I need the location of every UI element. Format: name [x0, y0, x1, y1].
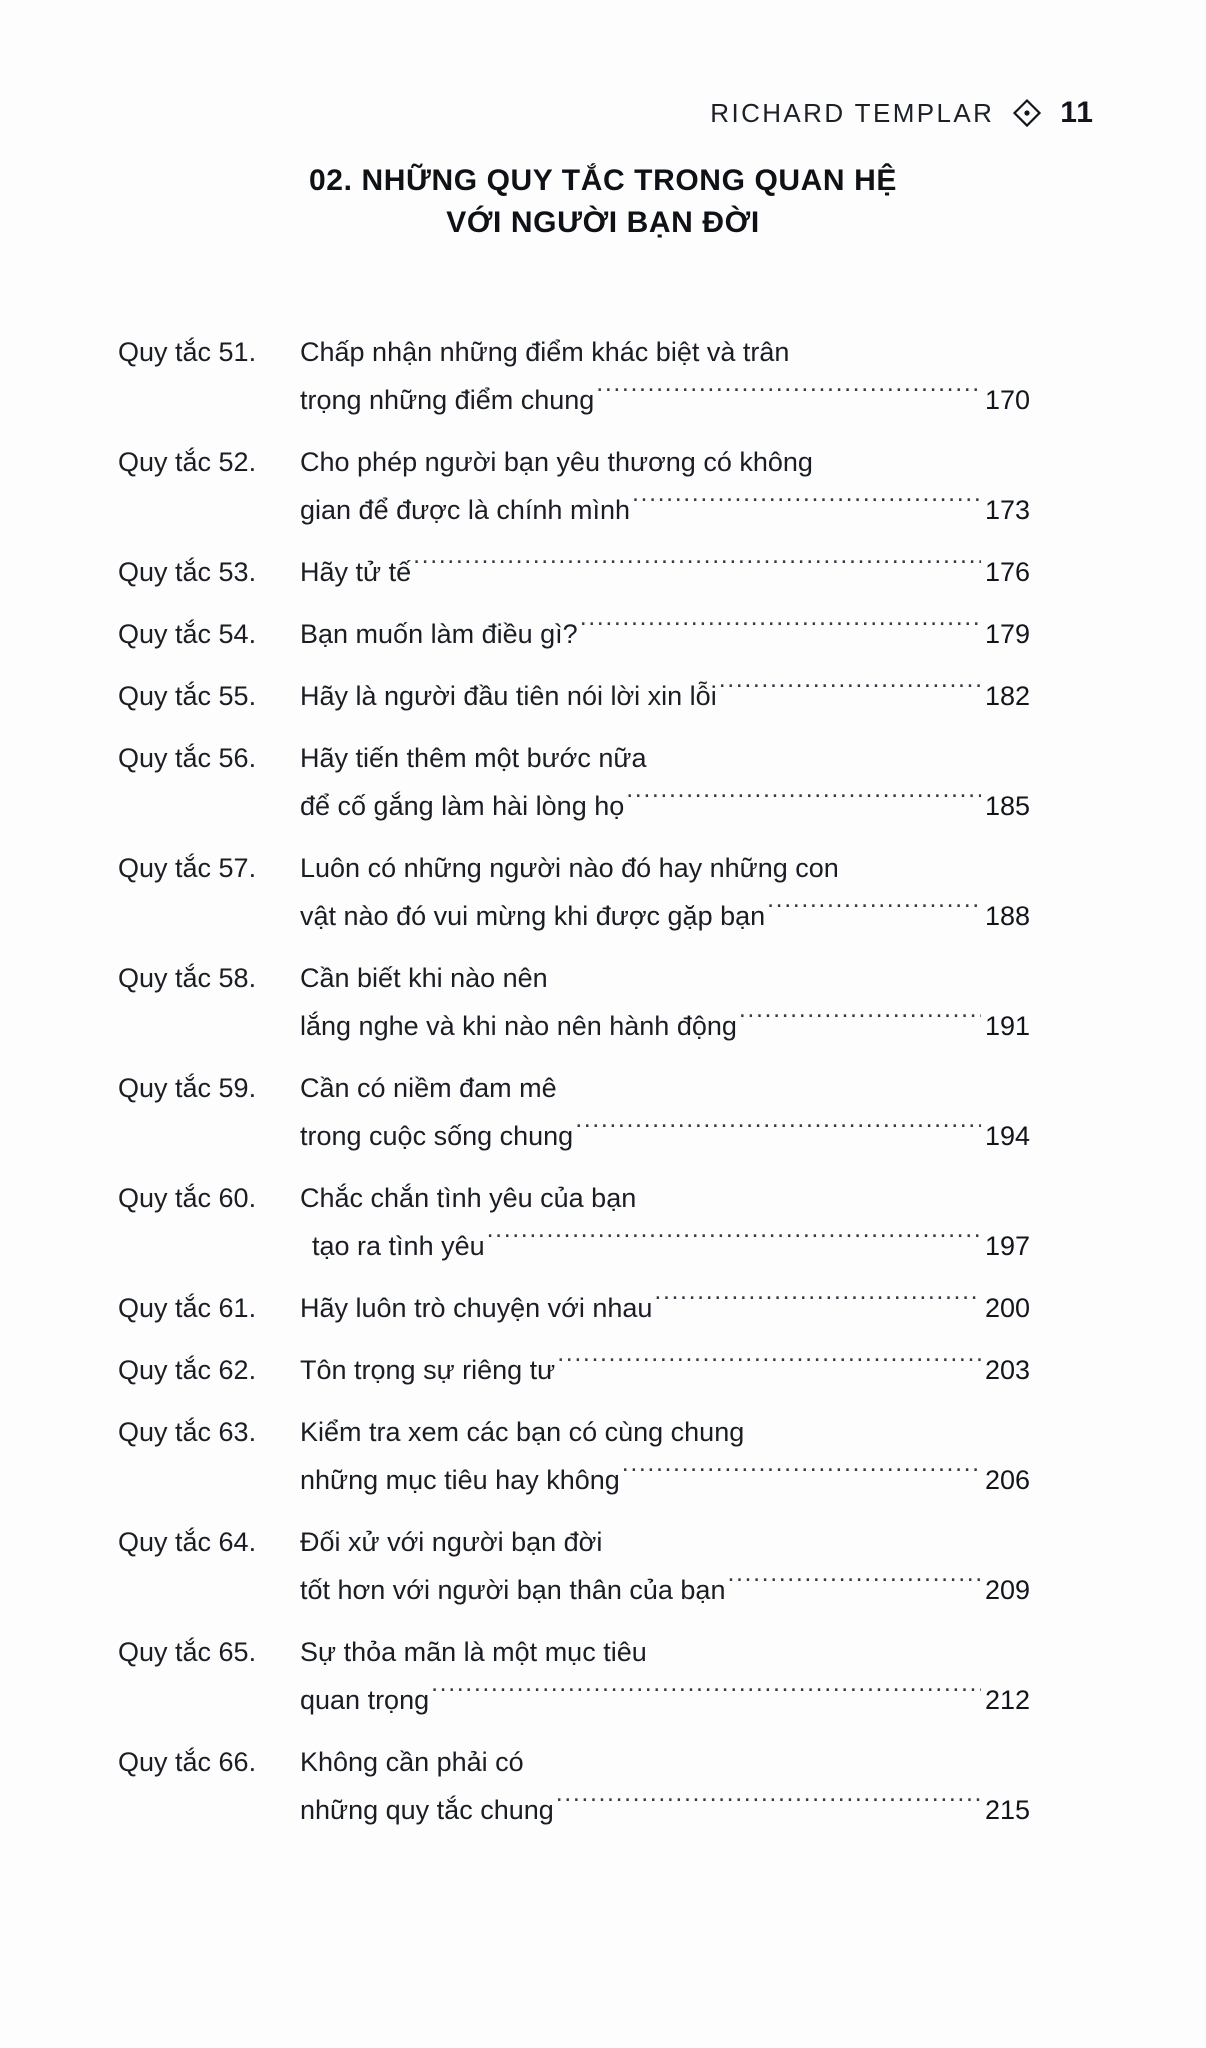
- toc-dot-leader: [487, 1228, 981, 1255]
- section-title: [0, 160, 1206, 244]
- toc-entry-title: Bạn muốn làm điều gì?: [300, 619, 578, 649]
- toc-entry-title: Hãy tiến thêm một bước nữa: [300, 743, 647, 773]
- running-header: [710, 96, 1094, 130]
- toc-entry-lines: [300, 844, 1030, 940]
- toc-entry-line: [300, 1222, 1030, 1270]
- toc-entry-lines: [300, 734, 1030, 830]
- toc-entry-line: [300, 1346, 1030, 1394]
- toc-entry-label: Quy tắc 52.: [118, 447, 257, 477]
- toc-entry-title: Hãy luôn trò chuyện với nhau: [300, 1293, 653, 1323]
- toc-entry[interactable]: [118, 672, 1030, 720]
- toc-entry-line: [300, 1112, 1030, 1160]
- toc-page-number: 191: [984, 1011, 1030, 1041]
- toc-dot-leader: [556, 1792, 981, 1819]
- toc-entry-label: Quy tắc 56.: [118, 743, 257, 773]
- toc-dot-leader: [719, 678, 981, 705]
- toc-page-number: 176: [984, 557, 1030, 587]
- toc-entry-label: Quy tắc 51.: [118, 337, 257, 367]
- toc-entry[interactable]: [118, 438, 1030, 534]
- toc-entry-lines: [300, 1408, 1030, 1504]
- toc-dot-leader: [739, 1008, 981, 1035]
- toc-entry[interactable]: [118, 954, 1030, 1050]
- toc-entry-label: Quy tắc 53.: [118, 557, 257, 587]
- toc-entry-line: [300, 1786, 1030, 1834]
- toc-entry[interactable]: [118, 1284, 1030, 1332]
- toc-entry[interactable]: [118, 1174, 1030, 1270]
- toc-entry[interactable]: [118, 328, 1030, 424]
- toc-entry-line: [300, 1174, 1030, 1222]
- toc-entry-lines: [300, 1346, 1030, 1394]
- toc-entry-line: [300, 486, 1030, 534]
- toc-dot-leader: [767, 898, 981, 925]
- toc-entry-title: Luôn có những người nào đó hay những con: [300, 853, 839, 883]
- toc-dot-leader: [575, 1118, 981, 1145]
- toc-entry-line: [300, 892, 1030, 940]
- toc-entry-label: Quy tắc 64.: [118, 1527, 257, 1557]
- toc-entry[interactable]: [118, 548, 1030, 596]
- toc-entry-lines: [300, 548, 1030, 596]
- toc-dot-leader: [557, 1352, 981, 1379]
- toc-entry-title: Tôn trọng sự riêng tư: [300, 1355, 556, 1385]
- toc-entry[interactable]: [118, 734, 1030, 830]
- toc-entry-line: [300, 954, 1030, 1002]
- toc-dot-leader: [727, 1572, 980, 1599]
- toc-entry-line: [300, 1628, 1030, 1676]
- toc-entry-lines: [300, 438, 1030, 534]
- toc-entry[interactable]: [118, 1518, 1030, 1614]
- toc-entry-label: Quy tắc 57.: [118, 853, 257, 883]
- toc-entry[interactable]: [118, 844, 1030, 940]
- toc-entry-title: Cho phép người bạn yêu thương có không: [300, 447, 813, 477]
- toc-entry-title: Kiểm tra xem các bạn có cùng chung: [300, 1417, 745, 1447]
- toc-page-number: 170: [984, 385, 1030, 415]
- toc-entry-title: Đối xử với người bạn đời: [300, 1527, 603, 1557]
- toc-entry-title: Cần có niềm đam mê: [300, 1073, 557, 1103]
- toc-entry[interactable]: [118, 1064, 1030, 1160]
- section-title-line-1: 02. NHỮNG QUY TẮC TRONG QUAN HỆ: [309, 164, 897, 197]
- toc-entry-lines: [300, 672, 1030, 720]
- toc-page-number: 179: [984, 619, 1030, 649]
- toc-entry-line: [300, 782, 1030, 830]
- toc-entry-line: [300, 1676, 1030, 1724]
- toc-page-number: 194: [984, 1121, 1030, 1151]
- toc-entry-line: [300, 438, 1030, 486]
- toc-entry-line: [300, 376, 1030, 424]
- toc-entry-title: Cần biết khi nào nên: [300, 963, 548, 993]
- toc-entry-label: Quy tắc 60.: [118, 1183, 257, 1213]
- toc-dot-leader: [626, 788, 981, 815]
- toc-entry-title: những mục tiêu hay không: [300, 1465, 620, 1495]
- toc-entry-lines: [300, 1064, 1030, 1160]
- toc-entry-title: trọng những điểm chung: [300, 385, 595, 415]
- toc-dot-leader: [431, 1682, 981, 1709]
- diamond-icon: [1012, 98, 1042, 128]
- toc-entry-label: Quy tắc 62.: [118, 1355, 257, 1385]
- toc-entry-title: để cố gắng làm hài lòng họ: [300, 791, 625, 821]
- toc-entry-label: Quy tắc 55.: [118, 681, 257, 711]
- toc-entry-lines: [300, 328, 1030, 424]
- toc-dot-leader: [654, 1290, 981, 1317]
- header-page-number: 11: [1060, 96, 1094, 129]
- toc-entry[interactable]: [118, 1628, 1030, 1724]
- toc-page-number: 212: [984, 1685, 1030, 1715]
- toc-entry-label: Quy tắc 66.: [118, 1747, 257, 1777]
- toc-page-number: 197: [984, 1231, 1030, 1261]
- toc-entry-lines: [300, 1518, 1030, 1614]
- toc-entry-title: Chấp nhận những điểm khác biệt và trân: [300, 337, 790, 367]
- toc-page-number: 209: [984, 1575, 1030, 1605]
- toc-entry-line: [300, 1064, 1030, 1112]
- toc-entry-title: Không cần phải có: [300, 1747, 524, 1777]
- toc-entry-title: Sự thỏa mãn là một mục tiêu: [300, 1637, 647, 1667]
- toc-entry-title: những quy tắc chung: [300, 1795, 554, 1825]
- toc-entry-title: trong cuộc sống chung: [300, 1121, 574, 1151]
- toc-page-number: 188: [984, 901, 1030, 931]
- toc-entry-line: [300, 1408, 1030, 1456]
- toc-entry-title: tốt hơn với người bạn thân của bạn: [300, 1575, 726, 1605]
- toc-dot-leader: [596, 382, 981, 409]
- toc-entry-line: [300, 548, 1030, 596]
- toc-entry-line: [300, 1284, 1030, 1332]
- toc-entry-line: [300, 734, 1030, 782]
- toc-entry[interactable]: [118, 1408, 1030, 1504]
- table-of-contents: [118, 328, 1030, 1848]
- toc-entry-title: Hãy tử tế: [300, 557, 412, 587]
- toc-entry[interactable]: [118, 1738, 1030, 1834]
- toc-entry-lines: [300, 1174, 1030, 1270]
- toc-dot-leader: [622, 1462, 981, 1489]
- toc-entry-line: [300, 1002, 1030, 1050]
- toc-page-number: 173: [984, 495, 1030, 525]
- toc-entry-line: [300, 1456, 1030, 1504]
- toc-entry-line: [300, 1738, 1030, 1786]
- toc-page-number: 200: [984, 1293, 1030, 1323]
- toc-entry-line: [300, 610, 1030, 658]
- toc-page-number: 185: [984, 791, 1030, 821]
- toc-entry-label: Quy tắc 59.: [118, 1073, 257, 1103]
- toc-entry-label: Quy tắc 63.: [118, 1417, 257, 1447]
- toc-entry-title: Hãy là người đầu tiên nói lời xin lỗi: [300, 681, 717, 711]
- toc-entry-label: Quy tắc 54.: [118, 619, 257, 649]
- toc-entry-title: gian để được là chính mình: [300, 495, 630, 525]
- toc-dot-leader: [413, 554, 981, 581]
- toc-page-number: 206: [984, 1465, 1030, 1495]
- toc-entry-label: Quy tắc 58.: [118, 963, 257, 993]
- toc-page-number: 203: [984, 1355, 1030, 1385]
- toc-entry-line: [300, 1518, 1030, 1566]
- toc-entry[interactable]: [118, 610, 1030, 658]
- toc-entry-title: Chắc chắn tình yêu của bạn: [300, 1183, 637, 1213]
- toc-entry-lines: [300, 954, 1030, 1050]
- toc-dot-leader: [632, 492, 981, 519]
- toc-entry-label: Quy tắc 65.: [118, 1637, 257, 1667]
- toc-entry-line: [300, 672, 1030, 720]
- toc-entry-line: [300, 328, 1030, 376]
- toc-page-number: 182: [984, 681, 1030, 711]
- toc-entry-lines: [300, 610, 1030, 658]
- toc-entry-title: lắng nghe và khi nào nên hành động: [300, 1011, 737, 1041]
- toc-entry-line: [300, 1566, 1030, 1614]
- toc-dot-leader: [580, 616, 981, 643]
- header-author-name: RICHARD TEMPLAR: [710, 97, 995, 128]
- toc-entry-lines: [300, 1284, 1030, 1332]
- toc-page-number: 215: [984, 1795, 1030, 1825]
- toc-entry-title: tạo ra tình yêu: [312, 1231, 485, 1261]
- toc-entry-lines: [300, 1628, 1030, 1724]
- toc-entry-line: [300, 844, 1030, 892]
- toc-entry-label: Quy tắc 61.: [118, 1293, 257, 1323]
- toc-entry-lines: [300, 1738, 1030, 1834]
- section-title-line-2: VỚI NGƯỜI BẠN ĐỜI: [446, 206, 760, 239]
- toc-entry-title: vật nào đó vui mừng khi được gặp bạn: [300, 901, 766, 931]
- toc-entry-title: quan trọng: [300, 1685, 430, 1715]
- toc-entry[interactable]: [118, 1346, 1030, 1394]
